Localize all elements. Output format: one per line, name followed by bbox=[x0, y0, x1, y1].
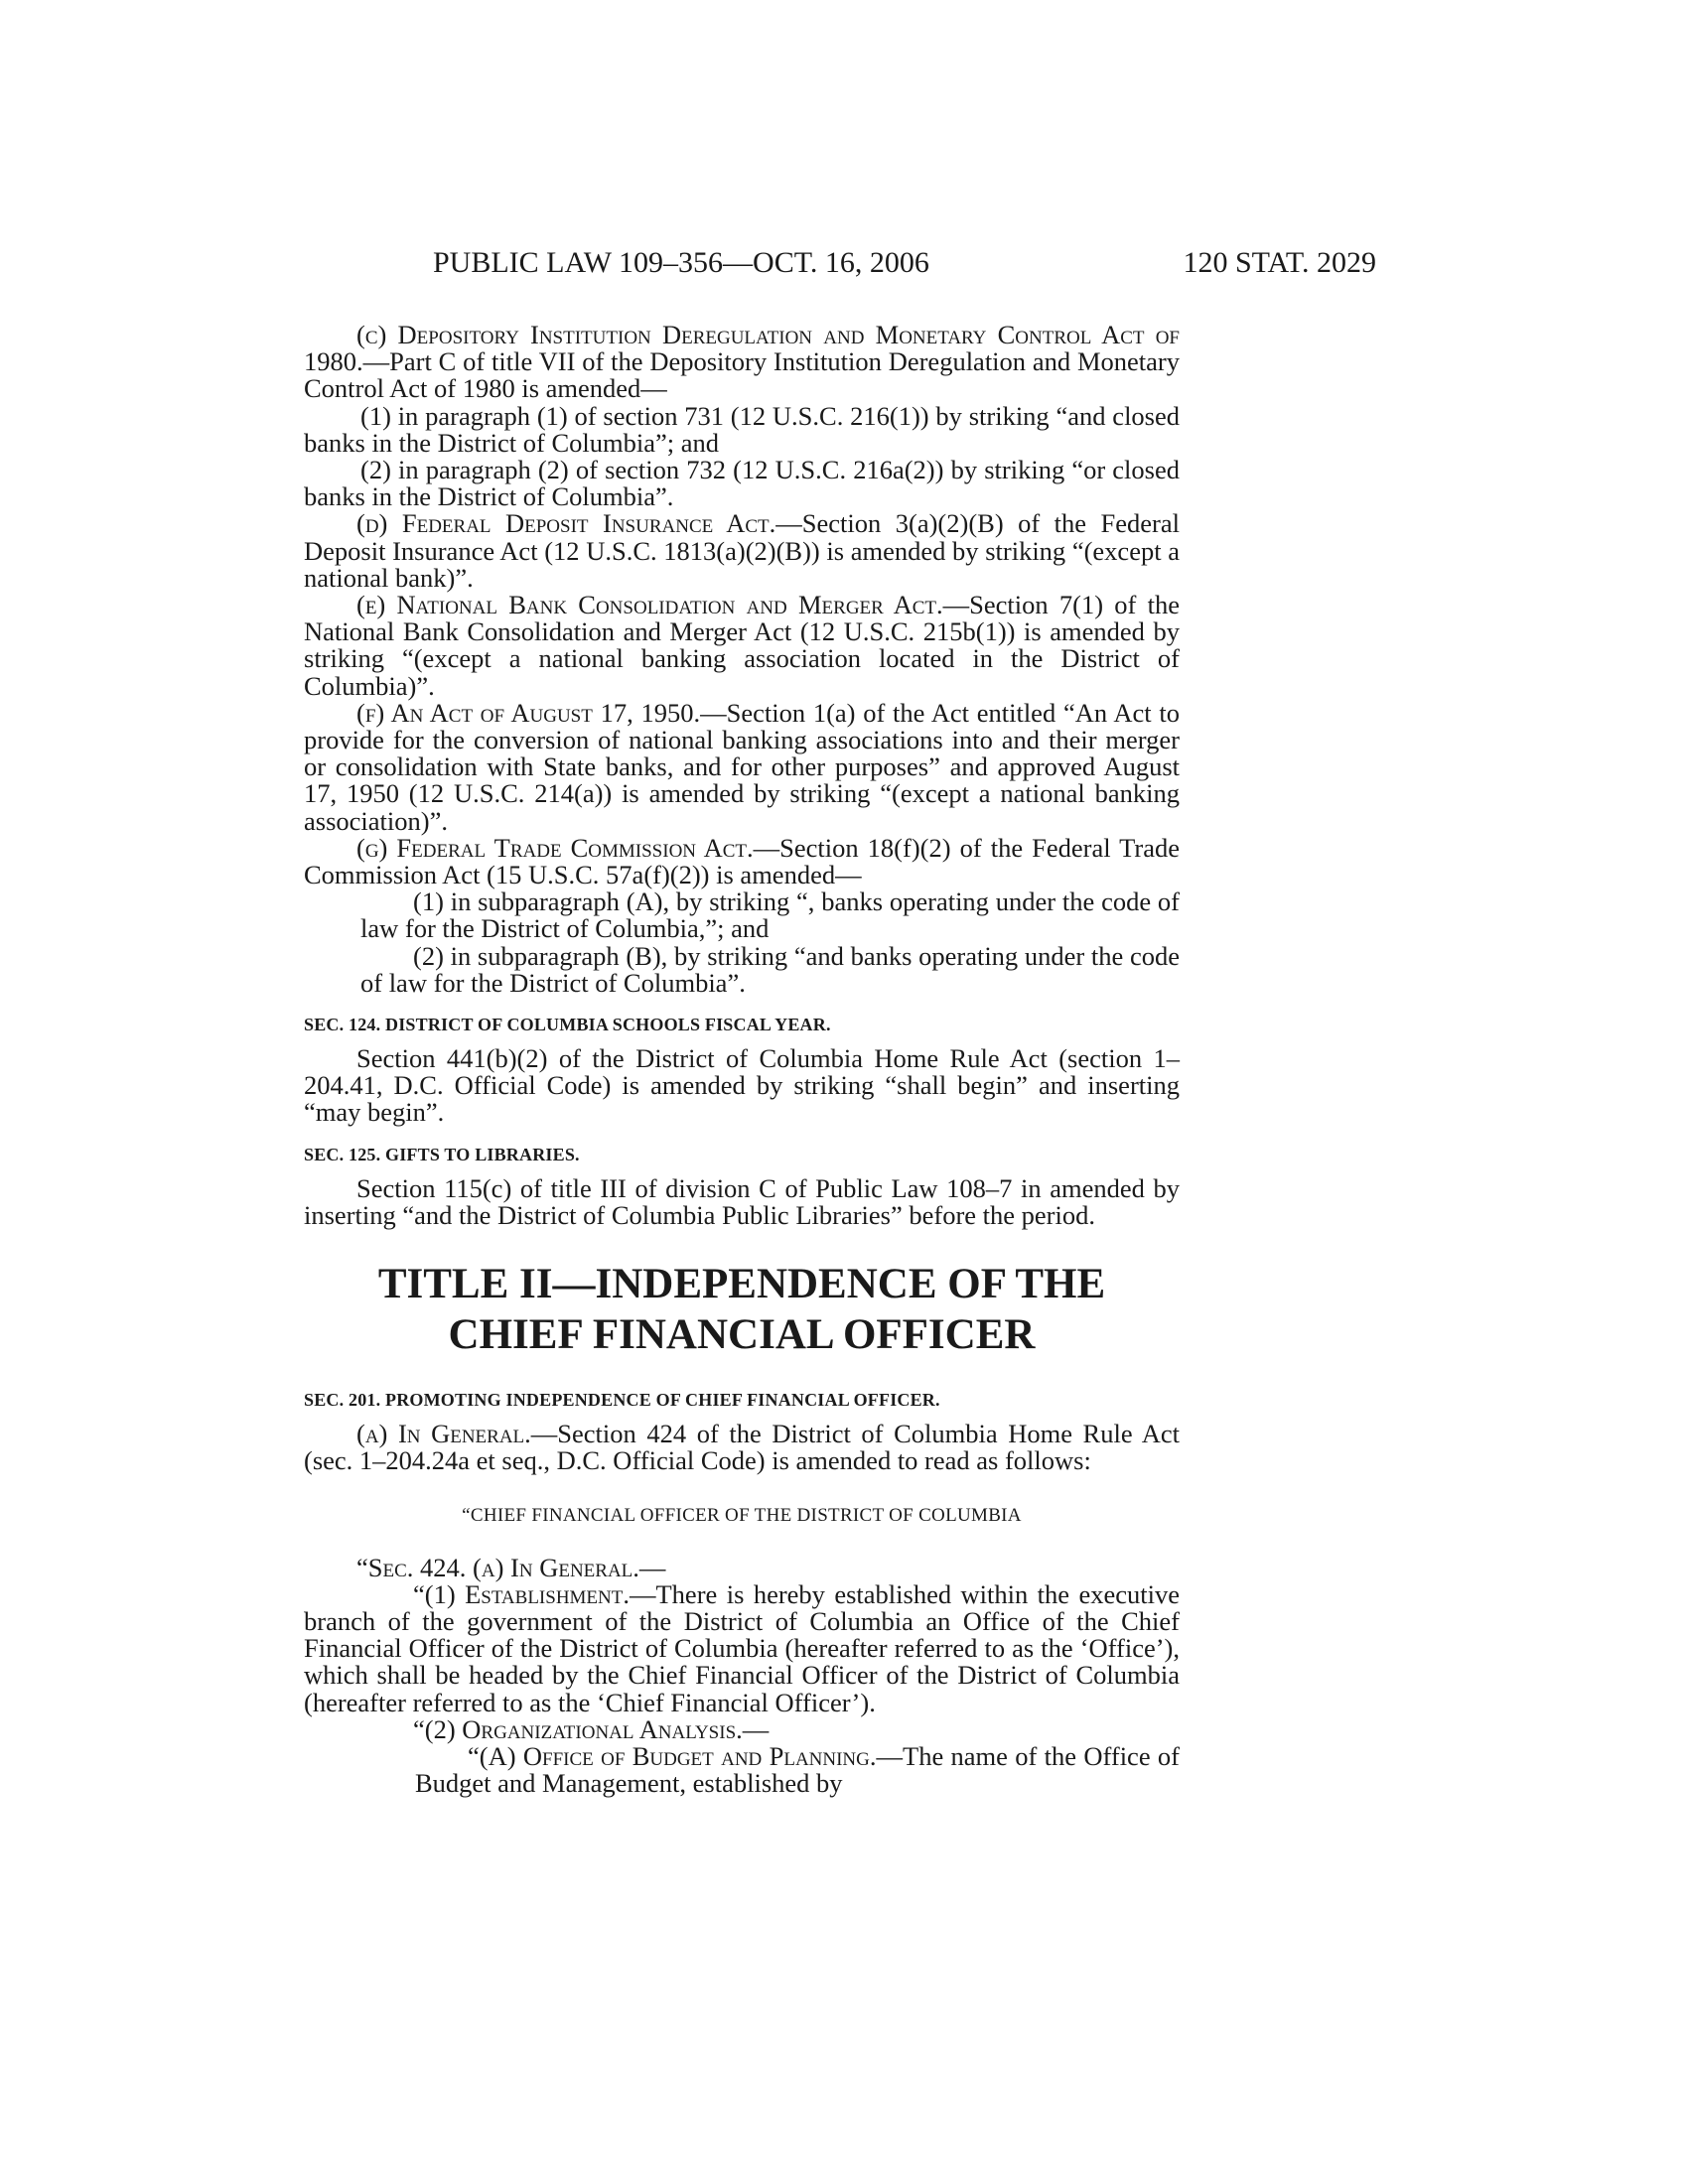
paragraph-c bbox=[304, 322, 1180, 403]
section-124-text: Section 441(b)(2) of the District of Columbia Home Rule Act (section 1–204.41, D.C. Official Code) is amended by striking “shall begin” and inserting “may begin”. bbox=[304, 1043, 1180, 1128]
title-ii-line-2: CHIEF FINANCIAL OFFICER bbox=[448, 1311, 1036, 1359]
heading-424-2: “(2) Organizational Analysis.— bbox=[413, 1713, 770, 1744]
text-g: —Section 18(f)(2) of the Federal Trade Commission Act (15 U.S.C. 57a(f)(2)) is amended— bbox=[304, 832, 1180, 890]
text-424-2a: —The name of the Office of Budget and Management, established by bbox=[415, 1740, 1180, 1799]
text-a: —Section 424 of the District of Columbia Home Rule Act (sec. 1–204.24a et seq., D.C. Official Code) is amended to read as follows: bbox=[304, 1419, 1180, 1476]
section-424-heading: “Sec. 424. (a) In General.— bbox=[356, 1552, 666, 1582]
cfo-center-heading: “CHIEF FINANCIAL OFFICER OF THE DISTRICT OF COLUMBIA bbox=[462, 1504, 1022, 1526]
heading-a: (a) In General. bbox=[356, 1419, 531, 1449]
section-125-text: Section 115(c) of title III of division C of Public Law 108–7 in amended by inserting “and the District of Columbia Public Libraries” before the period. bbox=[304, 1172, 1180, 1230]
heading-e: (e) National Bank Consolidation and Merger Act. bbox=[356, 590, 943, 620]
document-body bbox=[304, 322, 1180, 1797]
paragraph-d bbox=[304, 510, 1180, 592]
text-d: —Section 3(a)(2)(B) of the Federal Deposit Insurance Act (12 U.S.C. 1813(a)(2)(B)) is amended by striking “(except a national bank)”. bbox=[304, 508, 1180, 593]
heading-f: (f) An Act of August 17, 1950. bbox=[356, 697, 701, 728]
heading-c: (c) Depository Institution Deregulation and Monetary Control Act of 1980. bbox=[304, 320, 1180, 377]
paragraph-424-2a bbox=[304, 1740, 1180, 1799]
running-header-page-ref: 120 STAT. 2029 bbox=[1183, 246, 1376, 279]
heading-g: (g) Federal Trade Commission Act. bbox=[356, 832, 754, 863]
section-201-heading: SEC. 201. PROMOTING INDEPENDENCE OF CHIEF FINANCIAL OFFICER. bbox=[304, 1390, 940, 1411]
paragraph-e bbox=[304, 592, 1180, 700]
text-e: —Section 7(1) of the National Bank Consolidation and Merger Act (12 U.S.C. 215b(1)) is amended by striking “(except a national banking association located in the District of Columbia)”. bbox=[304, 590, 1180, 701]
paragraph-g bbox=[304, 832, 1180, 890]
section-124-heading: SEC. 124. DISTRICT OF COLUMBIA SCHOOLS FISCAL YEAR. bbox=[304, 1015, 831, 1035]
title-ii-heading bbox=[304, 1259, 1180, 1360]
paragraph-g2: (2) in subparagraph (B), by striking “and banks operating under the code of law for the District of Columbia”. bbox=[360, 940, 1180, 998]
paragraph-424-1 bbox=[304, 1578, 1180, 1717]
running-header-title: PUBLIC LAW 109–356—OCT. 16, 2006 bbox=[433, 246, 929, 279]
text-f: —Section 1(a) of the Act entitled “An Act to provide for the conversion of national banking associations into and their merger or consolidation with State banks, and for other purposes” and approved August 17, 1950 (12 U.S.C. 214(a)) is amended by striking “(except a national banking association)”. bbox=[304, 697, 1180, 836]
heading-d: (d) Federal Deposit Insurance Act. bbox=[356, 508, 776, 539]
heading-424-1: “(1) Establishment. bbox=[413, 1578, 630, 1609]
text-c: —Part C of title VII of the Depository Institution Deregulation and Monetary Control Act of 1980 is amended— bbox=[304, 346, 1180, 404]
title-ii-line-1: TITLE II—INDEPENDENCE OF THE bbox=[377, 1261, 1106, 1308]
paragraph-c1: (1) in paragraph (1) of section 731 (12 U.S.C. 216(1)) by striking “and closed banks in the District of Columbia”; and bbox=[304, 400, 1180, 458]
section-125-heading: SEC. 125. GIFTS TO LIBRARIES. bbox=[304, 1144, 580, 1164]
text-424-1: —There is hereby established within the executive branch of the government of the District of Columbia an Office of the Chief Financial Officer of the District of Columbia (hereafter referred to as the ‘Office’), which shall be headed by the Chief Financial Officer of the District of Columbia (hereafter referred to as the ‘Chief Financial Officer’). bbox=[304, 1578, 1180, 1717]
paragraph-g1: (1) in subparagraph (A), by striking “, banks operating under the code of law for the District of Columbia,”; and bbox=[360, 887, 1180, 944]
paragraph-c2: (2) in paragraph (2) of section 732 (12 U.S.C. 216a(2)) by striking “or closed banks in the District of Columbia”. bbox=[304, 455, 1180, 512]
heading-424-2a: “(A) Office of Budget and Planning. bbox=[468, 1740, 877, 1771]
paragraph-a bbox=[304, 1421, 1180, 1474]
paragraph-f bbox=[304, 697, 1180, 836]
